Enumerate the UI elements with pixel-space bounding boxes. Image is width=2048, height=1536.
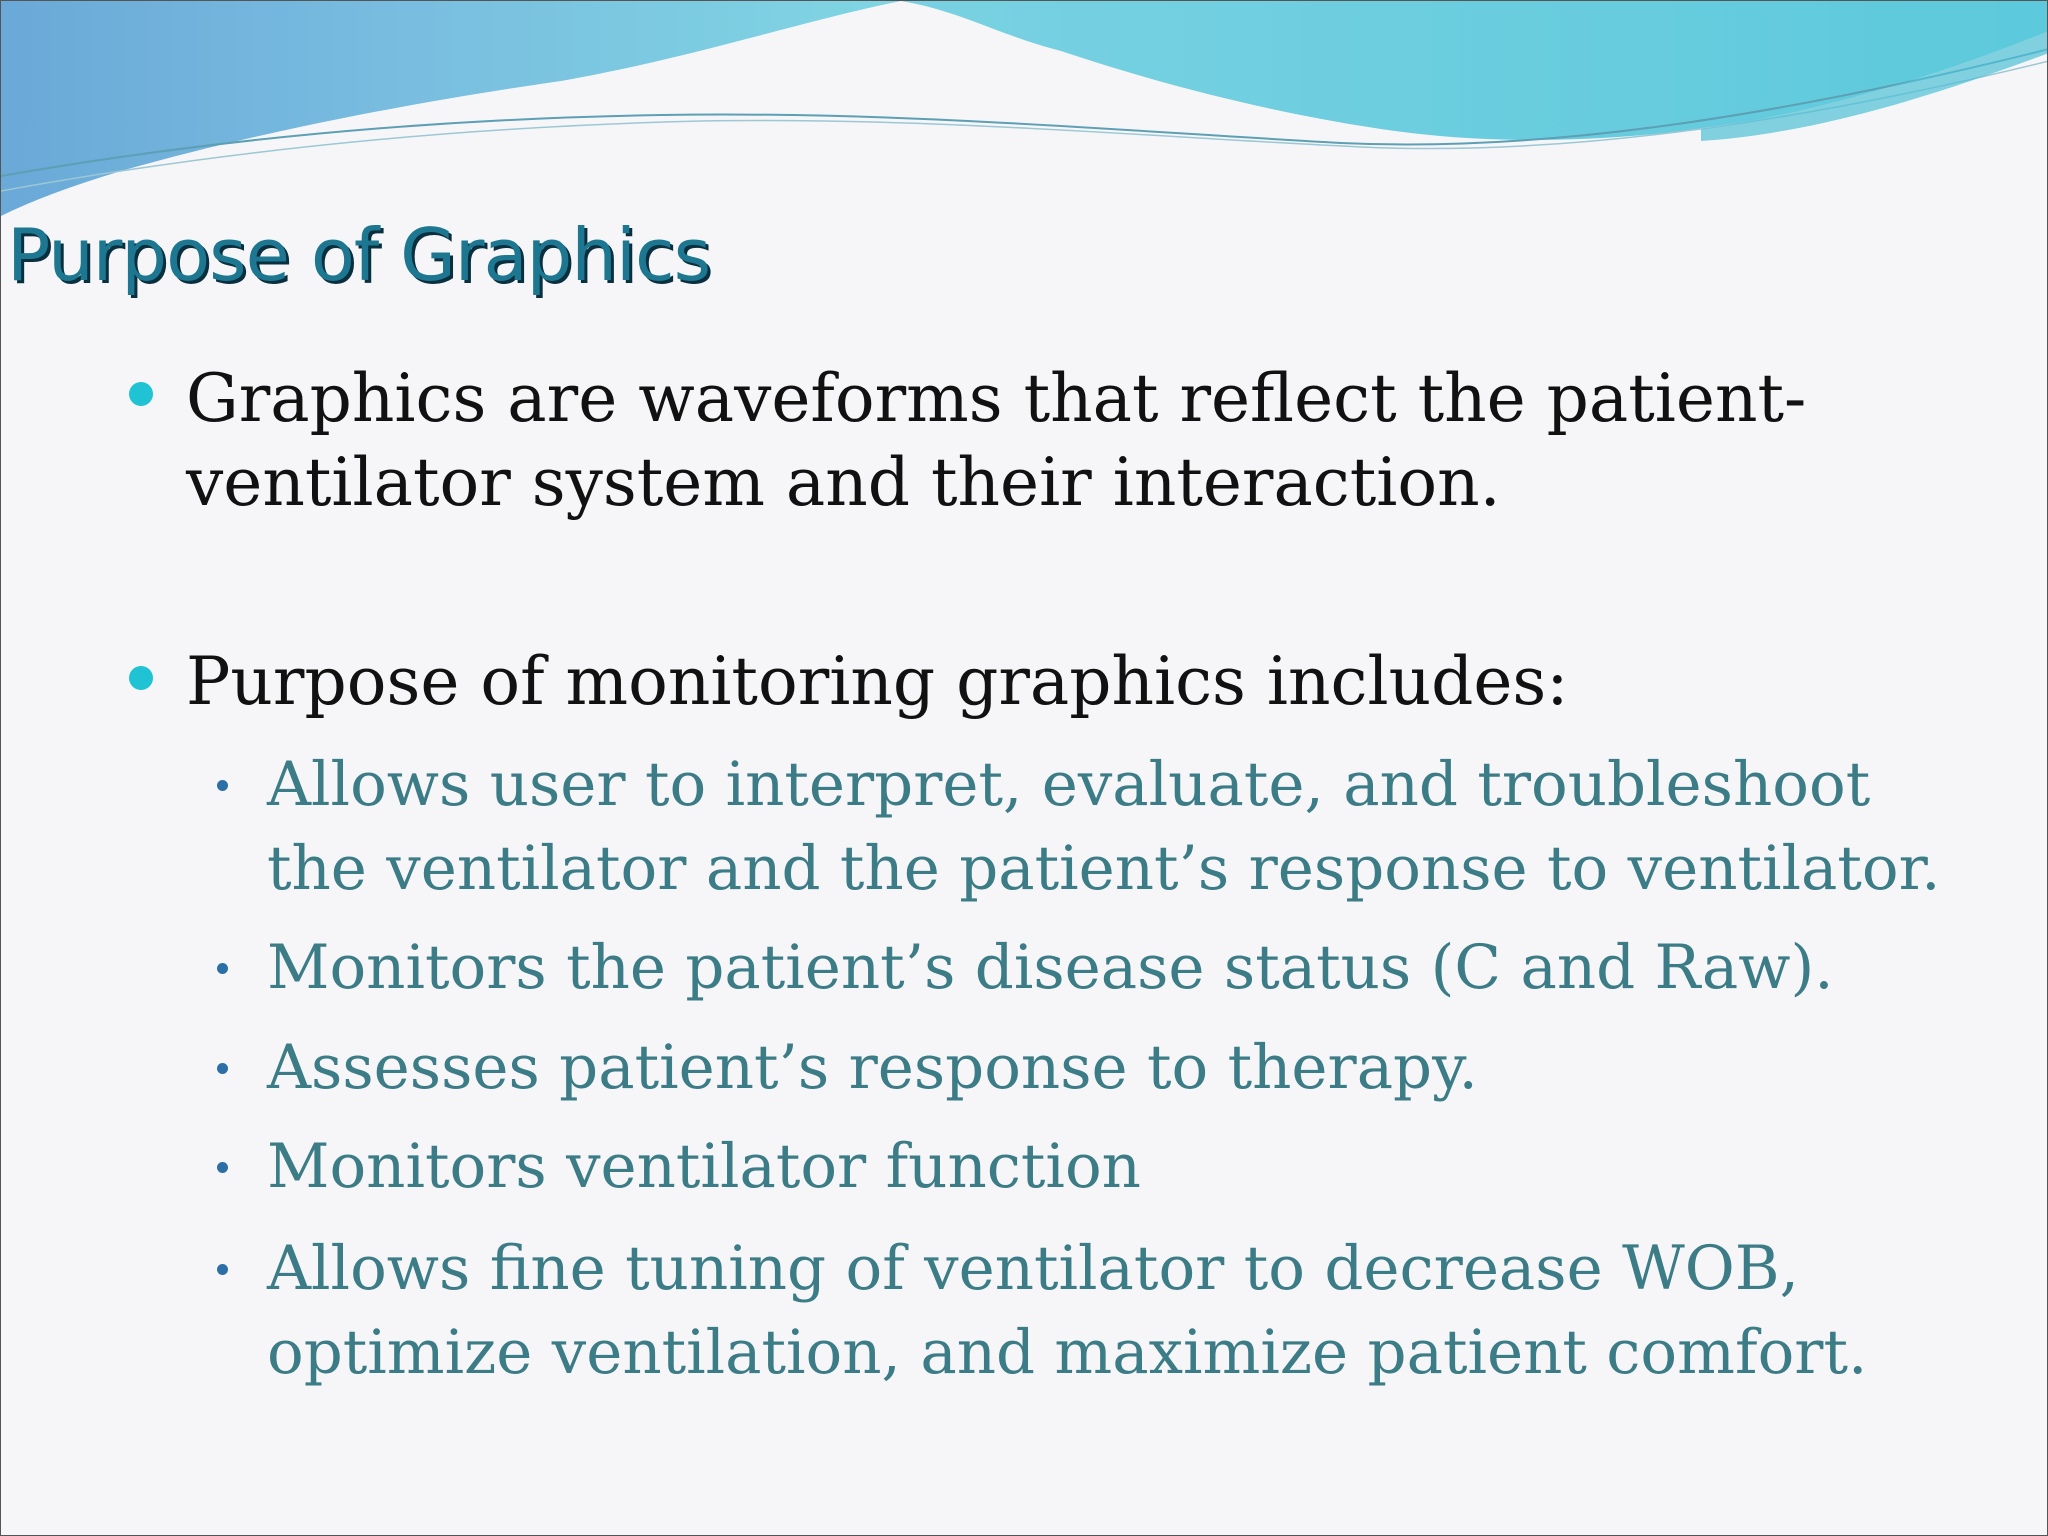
sub-bullet-item (267, 926, 1834, 1010)
sub-bullet-item (267, 1026, 1478, 1110)
sub-bullet-line: Monitors ventilator function (267, 1131, 1141, 1202)
sub-bullet-line: Allows fine tuning of ventilator to decrease WOB, (267, 1233, 1799, 1304)
slide-body (1, 1, 2048, 1536)
slide-title: Purpose of Graphics (7, 213, 711, 297)
sub-bullet-item (267, 743, 1941, 911)
bullet-item (186, 640, 1569, 724)
bullet-line: Graphics are waveforms that reflect the patient- (186, 360, 1807, 437)
sub-bullet-line: Allows user to interpret, evaluate, and troubleshoot (267, 749, 1871, 820)
bullet-line: Purpose of monitoring graphics includes: (186, 643, 1569, 720)
sub-bullet-icon (217, 1162, 228, 1173)
sub-bullet-item (267, 1125, 1141, 1209)
sub-bullet-icon (217, 780, 228, 791)
sub-bullet-line: Assesses patient’s response to therapy. (267, 1032, 1478, 1103)
sub-bullet-icon (217, 1063, 228, 1074)
sub-bullet-line: optimize ventilation, and maximize patient comfort. (267, 1317, 1868, 1388)
bullet-line: ventilator system and their interaction. (186, 444, 1501, 521)
sub-bullet-icon (217, 963, 228, 974)
bullet-icon (129, 666, 153, 690)
bullet-icon (129, 382, 153, 406)
sub-bullet-icon (217, 1264, 228, 1275)
sub-bullet-line: the ventilator and the patient’s response to ventilator. (267, 833, 1941, 904)
bullet-item (186, 357, 1806, 525)
sub-bullet-line: Monitors the patient’s disease status (C and Raw). (267, 932, 1834, 1003)
sub-bullet-item (267, 1227, 1867, 1395)
